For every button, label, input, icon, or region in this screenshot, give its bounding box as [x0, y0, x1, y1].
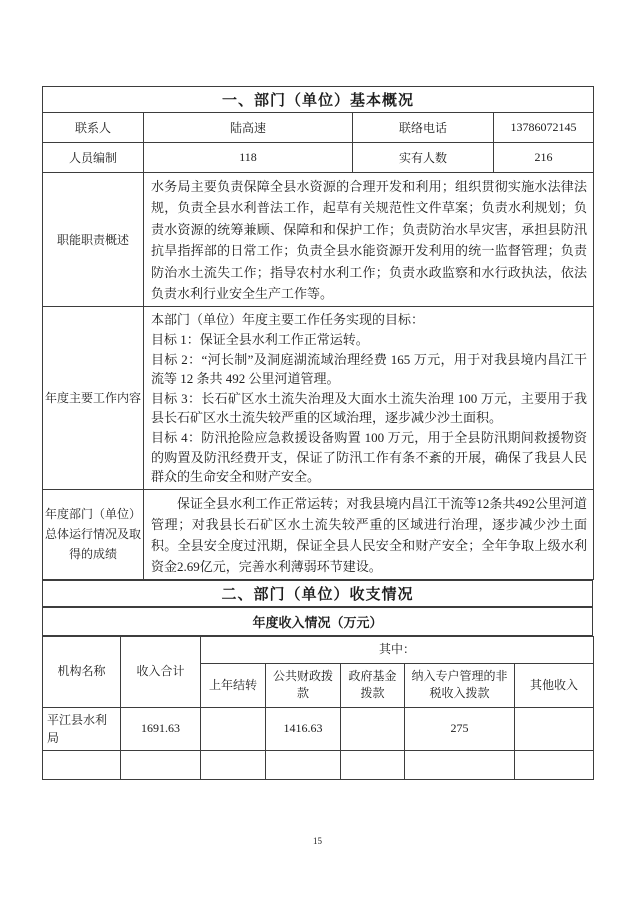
- performance-label: 年度部门（单位）总体运行情况及取得的成绩: [43, 489, 144, 579]
- annual-work-line: 目标 1：保证全县水利工作正常运转。: [151, 332, 369, 348]
- income-total-header: 收入合计: [121, 636, 201, 707]
- duties-text: 水务局主要负责保障全县水资源的合理开发和利用；组织贯彻实施水法律法规，负责全县水利普法工作，起草有关规范性文件草案；负责水利规划；负责水资源的统筹兼顾、保障和和保护工作；负责防治水旱灾害，承担县防汛抗旱指挥部的日常工作；负责全县水能资源开发利用的统一监督管理；负责防治水土流失工作；指导农村水利工作；负责水政监察和水行政执法，依法负责水利行业安全生产工作等。: [144, 173, 594, 307]
- section1-title-row: [43, 87, 594, 113]
- gov-fund-cell: [341, 707, 405, 750]
- duties-label: 职能职责概述: [43, 173, 144, 307]
- income-total-cell: 1691.63: [121, 707, 201, 750]
- other-income-header: 其他收入: [515, 663, 594, 707]
- page-number: 15: [313, 836, 322, 846]
- phone-value: 13786072145: [494, 113, 594, 143]
- special-account-cell: 275: [405, 707, 515, 750]
- empty-cell: [201, 750, 266, 779]
- carryover-cell: [201, 707, 266, 750]
- empty-cell: [341, 750, 405, 779]
- section2-title: 二、部门（单位）收支情况: [43, 580, 593, 606]
- actual-count-value: 216: [494, 143, 594, 173]
- staffing-label: 人员编制: [43, 143, 144, 173]
- income-subtitle: 年度收入情况（万元）: [43, 607, 593, 635]
- annual-work-text: [144, 307, 594, 489]
- income-subtitle-table: [42, 607, 593, 636]
- gov-fund-header: 政府基金拨款: [341, 663, 405, 707]
- annual-work-line: 目标 4：防汛抢险应急救援设备购置 100 万元，用于全县防汛期间救援物资的购置及防汛经费开支，保证了防汛工作有条不紊的开展，确保了我县人民群众的生命安全和财产安全。: [151, 430, 588, 485]
- annual-work-line: 目标 3：长石矿区水土流失治理及大面水土流失治理 100 万元，主要用于我县长石矿区水土流失较严重的区域治理，逐步减少沙土面积。: [151, 390, 588, 426]
- annual-work-line: 本部门（单位）年度主要工作任务实现的目标：: [151, 312, 425, 328]
- empty-cell: [405, 750, 515, 779]
- public-finance-header: 公共财政拨款: [266, 663, 341, 707]
- empty-cell: [121, 750, 201, 779]
- duties-row: [43, 173, 594, 307]
- section2-title-row: [43, 580, 593, 606]
- special-account-header: 纳入专户管理的非税收入拨款: [405, 663, 515, 707]
- contact-row: [43, 113, 594, 143]
- phone-label: 联络电话: [353, 113, 494, 143]
- other-income-cell: [515, 707, 594, 750]
- income-table: [42, 636, 594, 780]
- performance-text: 保证全县水利工作正常运转；对我县境内昌江干流等12条共492公里河道管理；对我县长石矿区水土流失较严重的区域进行治理，逐步减少沙土面积。全县安全度过汛期，保证全县人民安全和财产安全；全年争取上级水利资金2.69亿元，完善水利薄弱环节建设。: [144, 489, 594, 579]
- among-which-header: 其中：: [201, 636, 594, 663]
- section1-title: 一、部门（单位）基本概况: [43, 87, 594, 113]
- income-data-row: [43, 707, 594, 750]
- empty-cell: [266, 750, 341, 779]
- income-subtitle-row: [43, 607, 593, 635]
- actual-count-label: 实有人数: [353, 143, 494, 173]
- public-finance-cell: 1416.63: [266, 707, 341, 750]
- section2-title-table: [42, 580, 593, 607]
- staffing-row: [43, 143, 594, 173]
- annual-work-label: 年度主要工作内容: [43, 307, 144, 489]
- empty-cell: [515, 750, 594, 779]
- org-name-header: 机构名称: [43, 636, 121, 707]
- contact-value: 陆高速: [144, 113, 353, 143]
- report-content: [42, 86, 593, 780]
- empty-cell: [43, 750, 121, 779]
- income-empty-row: [43, 750, 594, 779]
- org-name-cell: 平江县水利局: [43, 707, 121, 750]
- income-header-row-1: [43, 636, 594, 663]
- contact-label: 联系人: [43, 113, 144, 143]
- annual-work-row: [43, 307, 594, 489]
- staffing-value: 118: [144, 143, 353, 173]
- performance-row: [43, 489, 594, 579]
- annual-work-line: 目标 2：“河长制”及洞庭湖流域治理经费 165 万元，用于对我县境内昌江干流等 12 条共 492 公里河道管理。: [151, 351, 588, 387]
- basic-info-table: [42, 86, 594, 580]
- carryover-header: 上年结转: [201, 663, 266, 707]
